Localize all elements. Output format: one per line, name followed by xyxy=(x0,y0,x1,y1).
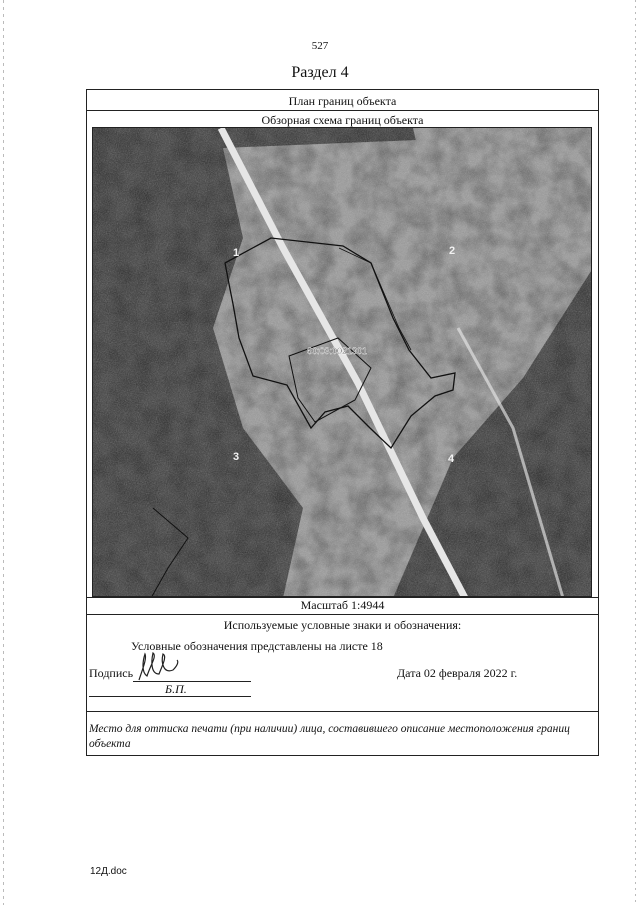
page-number: 527 xyxy=(311,40,329,52)
zone-label-2: 2 xyxy=(449,245,456,257)
zone-label-4: 4 xyxy=(448,453,455,465)
plan-title: План границ объекта xyxy=(288,94,397,108)
handwritten-signature xyxy=(133,650,183,684)
parcel-label: 60:03:0021301 xyxy=(307,346,368,356)
zone-label-3: 3 xyxy=(233,451,240,463)
aerial-map xyxy=(92,127,592,597)
map-title: Обзорная схема границ объекта xyxy=(261,113,424,127)
plan-frame xyxy=(86,89,599,756)
date-text: Дата 02 февраля 2022 г. xyxy=(397,666,518,680)
photo-grain xyxy=(93,128,592,597)
divider xyxy=(87,614,598,615)
scan-edge-left xyxy=(3,0,4,905)
footer-file-name: 12Д.doc xyxy=(90,866,127,877)
legend-title: Используемые условные знаки и обозначения: xyxy=(223,618,462,632)
stamp-place-text: Место для оттиска печати (при наличии) лица, составившего описание местоположения границ объекта xyxy=(89,723,570,750)
legend-note: Условные обозначения представлены на листе 18 xyxy=(131,639,383,653)
signature-label: Подпись xyxy=(89,666,134,680)
aerial-map-svg xyxy=(93,128,592,597)
zone-label-1: 1 xyxy=(233,247,240,259)
signer-initials: Б.П. xyxy=(165,682,187,696)
scale-label: Масштаб 1:4944 xyxy=(300,598,385,612)
section-title: Раздел 4 xyxy=(291,64,349,81)
divider xyxy=(87,711,598,712)
divider xyxy=(87,110,598,111)
scan-edge-right xyxy=(635,0,636,905)
